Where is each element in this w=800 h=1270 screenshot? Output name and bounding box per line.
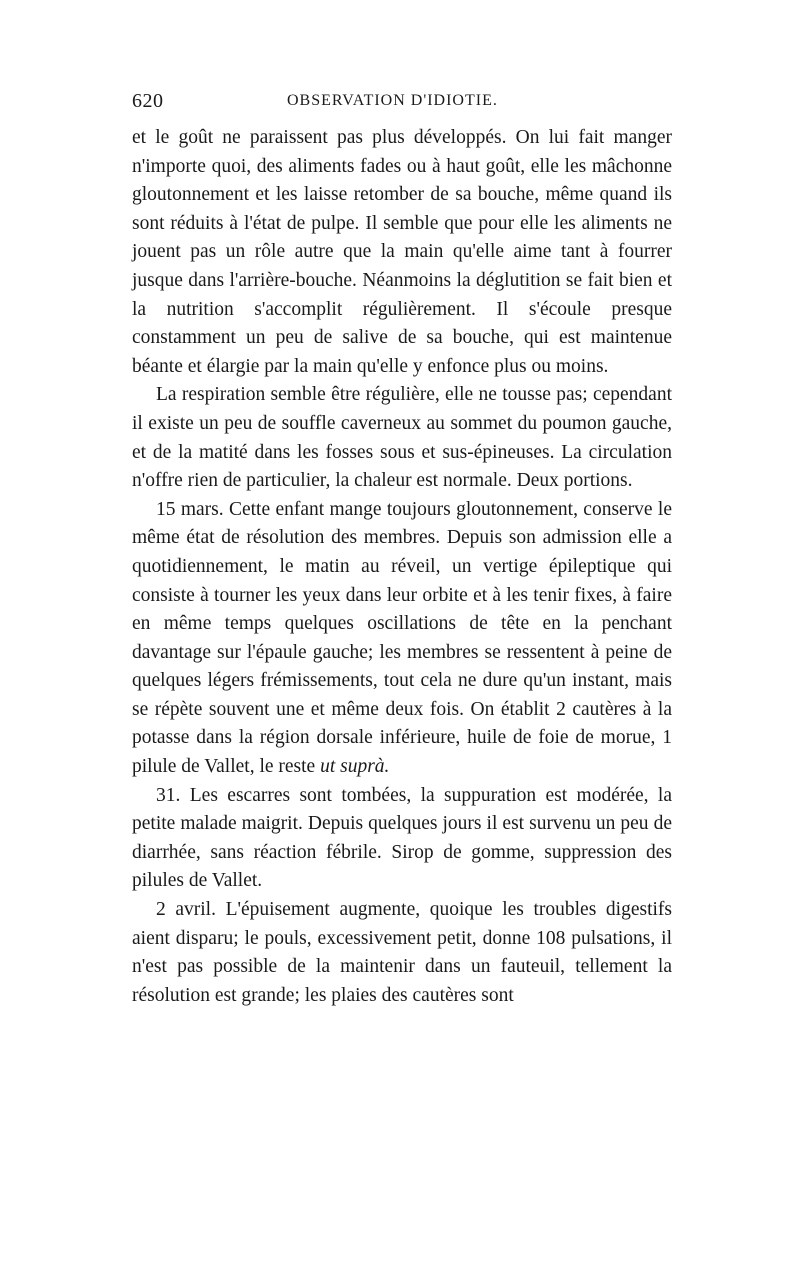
body-text	[132, 124, 672, 1010]
paragraph-5-text: 2 avril. L'épuisement augmente, quoique les troubles digestifs aient disparu; le pouls, excessivement petit, donne 108 pulsations, il n'est pas possible de la maintenir dans un fauteuil, tellement la résolution est grande; les plaies des cautères sont	[132, 899, 672, 1006]
paragraph-1	[132, 124, 672, 381]
paragraph-4	[132, 782, 672, 896]
paragraph-5	[132, 896, 672, 1010]
running-head	[132, 90, 672, 116]
paragraph-3-text: 15 mars. Cette enfant mange toujours gloutonnement, conserve le même état de résolution des membres. Depuis son admission elle a quotidiennement, le matin au réveil, un vertige épileptique qui consiste à tourner les yeux dans leur orbite et à les tenir fixes, à faire en même temps quelques oscillations de tête en la penchant davantage sur l'épaule gauche; les membres se ressentent à peine de quelques légers frémissements, tout cela ne dure qu'un instant, mais se répète souvent une et même deux fois. On établit 2 cautères à la potasse dans la région dorsale inférieure, huile de foie de morue, 1 pilule de Vallet, le reste	[132, 498, 672, 778]
page-number: 620	[132, 90, 164, 112]
paragraph-4-text: 31. Les escarres sont tombées, la suppuration est modérée, la petite malade maigrit. Depuis quelques jours il est survenu un peu de diarrhée, sans réaction fébrile. Sirop de gomme, suppression des pilules de Vallet.	[132, 784, 672, 892]
paragraph-1-text: et le goût ne paraissent pas plus développés. On lui fait manger n'importe quoi, des aliments fades ou à haut goût, elle les mâchonne gloutonnement et les laisse retomber de sa bouche, même quand ils sont réduits à l'état de pulpe. Il semble que pour elle les aliments ne jouent pas un rôle autre que la main qu'elle aime tant à fourrer jusque dans l'arrière-bouche. Néanmoins la déglutition se fait bien et la nutrition s'accomplit régulièrement. Il s'écoule presque constamment un peu de salive de sa bouche, qui est maintenue béante et élargie par la main qu'elle y enfonce plus ou moins.	[132, 127, 672, 377]
paragraph-2	[132, 381, 672, 495]
paragraph-3	[132, 496, 672, 782]
paragraph-2-text: La respiration semble être régulière, elle ne tousse pas; cependant il existe un peu de souffle caverneux au sommet du poumon gauche, et de la matité dans les fosses sous et sus-épineuses. La circulation n'offre rien de particulier, la chaleur est normale. Deux portions.	[132, 384, 672, 492]
paragraph-3-italic: ut suprà.	[320, 756, 390, 778]
header-title: OBSERVATION D'IDIOTIE.	[287, 92, 498, 109]
